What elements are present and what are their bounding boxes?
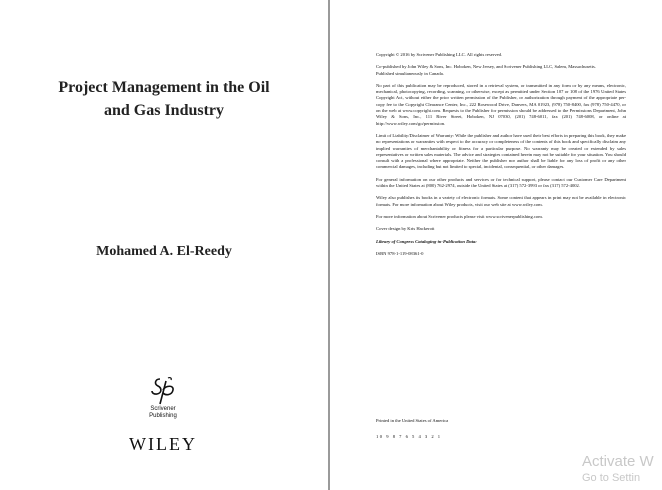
title-line-2: and Gas Industry bbox=[103, 102, 225, 119]
watermark-subtitle: Go to Settin bbox=[582, 472, 641, 484]
activate-windows-watermark bbox=[582, 452, 662, 485]
copyright-line: Copyright © 2016 by Scrivener Publishing LLC. All rights reserved. bbox=[376, 52, 503, 57]
no-part-paragraph: No part of this publication may be reproduced, stored in a retrieval system, or transmitted in any form or by any means, electronic, mechanical, photocopying, recording, scanning, or otherwise, except as permitted under Section 107 or 108 of the 1976 United States Copyright Act, without either the prior written permission of the Publisher, or authorization through payment of the appropriate per-copy fee to the Copyright Clearance Center, Inc., 222 Rosewood Drive, Danvers, MA 01923, (978) 750-8400, fax (978) 750-4470, or on the web at www.copyright.com. Requests to the Publisher for permission should be addressed to the Permissions Department, John Wiley & Sons, Inc., 111 River Street, Hoboken, NJ 07030, (201) 748-6011, fax (201) 748-6008, or online at http://www.wiley.com/go/permission. bbox=[376, 82, 626, 126]
author-name: Mohamed A. El-Reedy bbox=[96, 244, 232, 259]
published-canada: Published simultaneously in Canada. bbox=[376, 70, 444, 76]
wiley-logo: WILEY bbox=[129, 434, 197, 454]
scrivener-sp-icon bbox=[146, 376, 180, 406]
copyright-page bbox=[330, 0, 662, 490]
copyright-text bbox=[376, 52, 626, 263]
watermark-title: Activate W bbox=[582, 453, 654, 470]
loc-data-heading: Library of Congress Cataloging-in-Publication Data: bbox=[376, 238, 477, 244]
electronic-formats-paragraph: Wiley also publishes its books in a variety of electronic formats. Some content that appears in print may not be available in electronic formats. For more information about Wiley products, visit our web site at www.wiley.com. bbox=[376, 195, 626, 207]
printed-in: Printed in the United States of America bbox=[376, 418, 449, 423]
scrivener-line-1: Scrivener bbox=[150, 406, 176, 412]
copublished-paragraph: Co-published by John Wiley & Sons, Inc. Hoboken, New Jersey, and Scrivener Publishing LLC, Salem, Massachusetts. bbox=[376, 64, 596, 70]
isbn: ISBN 978-1-119-08361-0 bbox=[376, 250, 424, 256]
print-line: 10 9 8 7 6 5 4 3 2 1 bbox=[376, 434, 442, 439]
cover-design: Cover design by Kris Hackerott bbox=[376, 226, 435, 232]
book-title bbox=[10, 76, 318, 122]
title-line-1: Project Management in the Oil bbox=[58, 79, 270, 96]
general-info-paragraph: For general information on our other products and services or for technical support, please contact our Customer Care Department within the United States at (800) 762-2974, outside the United States at (317) 572-3993 or fax (317) 572-4002. bbox=[376, 176, 626, 189]
scrivener-line-2: Publishing bbox=[149, 413, 177, 419]
more-info-paragraph: For more information about Scrivener products please visit www.scrivenerpublishing.com. bbox=[376, 213, 543, 219]
scrivener-logo bbox=[118, 376, 208, 420]
title-page bbox=[0, 0, 328, 490]
limit-liability-paragraph: Limit of Liability/Disclaimer of Warranty: While the publisher and author have used their best efforts in preparing this book, they make no representations or warranties with respect to the accuracy or completeness of the contents of this book and specifically disclaim any implied warranties of merchantability or fitness for a particular purpose. No warranty may be created or extended by sales representatives or written sales materials. The advice and strategies contained herein may not be suitable for your situation. You should consult with a professional where appropriate. Neither the publisher nor author shall be liable for any loss of profit or any other commercial damages, including but not limited to special, incidental, consequential, or other damages. bbox=[376, 132, 626, 170]
